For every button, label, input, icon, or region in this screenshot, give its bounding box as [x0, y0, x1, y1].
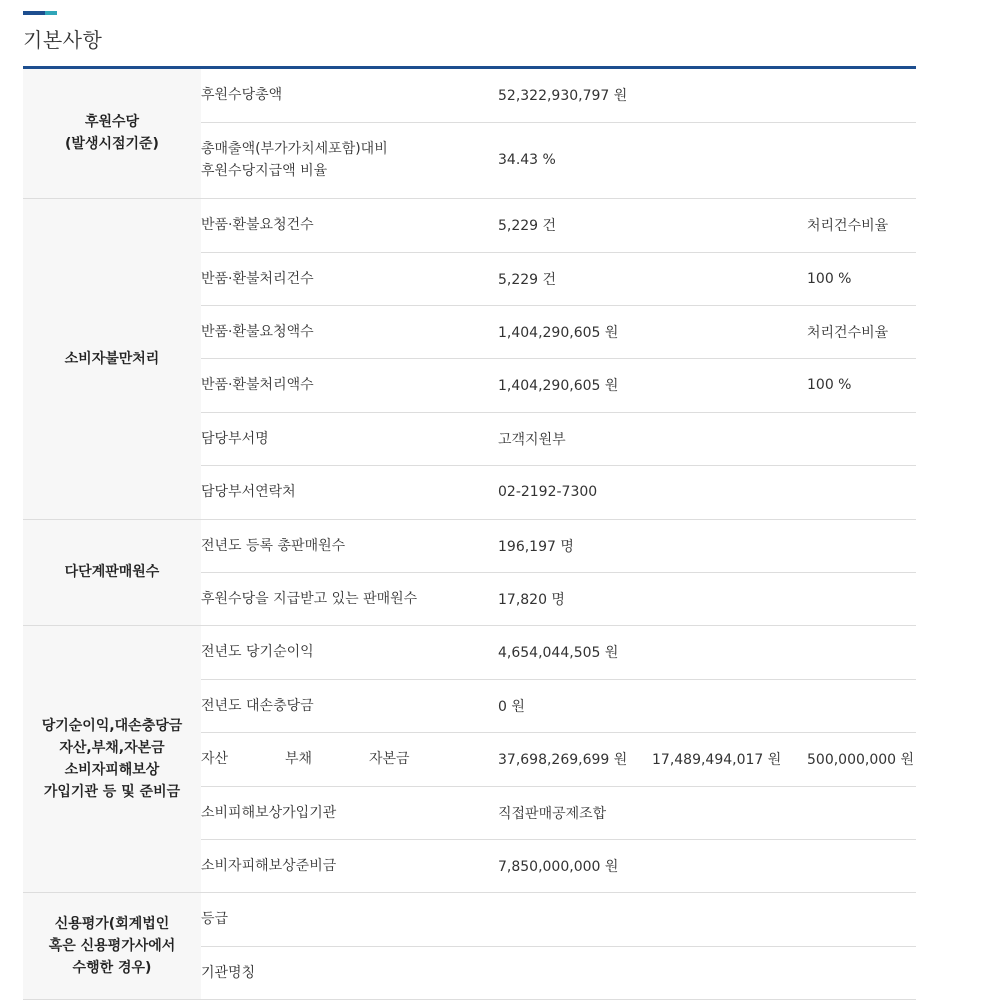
table-row — [23, 892, 916, 946]
row-label: 전년도 등록 총판매원수 — [201, 519, 498, 572]
category-line: 가입기관 등 및 준비금 — [43, 783, 181, 800]
category-line: 후원수당 — [84, 114, 140, 131]
row-value: 1,404,290,605 원 — [498, 305, 807, 358]
row-value: 02-2192-7300 — [498, 465, 916, 519]
row-label: 기관명칭 — [201, 946, 498, 999]
row-label: 반품·환불처리액수 — [201, 358, 498, 412]
row-label: 담당부서명 — [201, 412, 498, 465]
row-extra: 처리건수비율 — [807, 305, 916, 358]
category-line: (발생시점기준) — [65, 136, 159, 153]
row-label: 반품·환불요청액수 — [201, 305, 498, 358]
liability-value: 17,489,494,017 원 — [652, 732, 807, 786]
row-value: 52,322,930,797 원 — [498, 69, 916, 122]
basic-info-table — [23, 69, 916, 1000]
category-line: 혹은 신용평가사에서 — [48, 937, 176, 954]
row-label: 소비자피해보상준비금 — [201, 839, 498, 892]
table-row — [23, 625, 916, 679]
row-value: 0 원 — [498, 679, 916, 732]
section-title: 기본사항 — [23, 28, 103, 52]
row-label: 소비피해보상가입기관 — [201, 786, 498, 839]
category-complaints — [23, 198, 201, 519]
row-label: 반품·환불처리건수 — [201, 252, 498, 305]
category-line: 자산,부채,자본금 — [59, 739, 165, 756]
row-value: 고객지원부 — [498, 412, 916, 465]
row-label: 반품·환불요청건수 — [201, 198, 498, 252]
row-value — [498, 946, 916, 999]
category-line: 신용평가(회계법인 — [54, 915, 170, 932]
category-line: 다단계판매원수 — [64, 564, 160, 580]
row-value: 직접판매공제조합 — [498, 786, 916, 839]
row-label: 등급 — [201, 892, 498, 946]
category-line: 소비자피해보상 — [64, 761, 160, 778]
row-value: 7,850,000,000 원 — [498, 839, 916, 892]
row-label: 전년도 대손충당금 — [201, 679, 498, 732]
title-accent-bar — [23, 11, 57, 15]
row-value — [498, 892, 916, 946]
row-label: 후원수당총액 — [201, 69, 498, 122]
row-label: 후원수당을 지급받고 있는 판매원수 — [201, 572, 498, 625]
table-row — [23, 69, 916, 122]
category-line: 수행한 경우) — [72, 959, 152, 976]
row-label — [201, 122, 498, 198]
row-value: 4,654,044,505 원 — [498, 625, 916, 679]
capital-label: 자본금 — [369, 751, 410, 767]
table-row — [23, 198, 916, 252]
category-finance — [23, 625, 201, 892]
row-value: 5,229 건 — [498, 252, 807, 305]
row-value: 5,229 건 — [498, 198, 807, 252]
row-label-triple — [201, 732, 498, 786]
row-label-line: 총매출액(부가가치세포함)대비 — [201, 141, 388, 157]
table-row — [23, 519, 916, 572]
row-extra: 100 % — [807, 358, 916, 412]
row-extra: 처리건수비율 — [807, 198, 916, 252]
row-value: 196,197 명 — [498, 519, 916, 572]
category-sellers — [23, 519, 201, 625]
row-extra: 100 % — [807, 252, 916, 305]
row-value: 17,820 명 — [498, 572, 916, 625]
capital-value: 500,000,000 원 — [807, 732, 916, 786]
asset-value: 37,698,269,699 원 — [498, 732, 652, 786]
category-support — [23, 69, 201, 198]
category-credit — [23, 892, 201, 999]
liability-label: 부채 — [285, 751, 313, 767]
row-label-line: 후원수당지급액 비율 — [201, 163, 328, 179]
asset-label: 자산 — [201, 751, 229, 767]
row-label: 전년도 당기순이익 — [201, 625, 498, 679]
row-value: 34.43 % — [498, 122, 916, 198]
row-label: 담당부서연락처 — [201, 465, 498, 519]
category-line: 당기순이익,대손충당금 — [41, 717, 183, 734]
row-value: 1,404,290,605 원 — [498, 358, 807, 412]
category-line: 소비자불만처리 — [64, 350, 160, 367]
